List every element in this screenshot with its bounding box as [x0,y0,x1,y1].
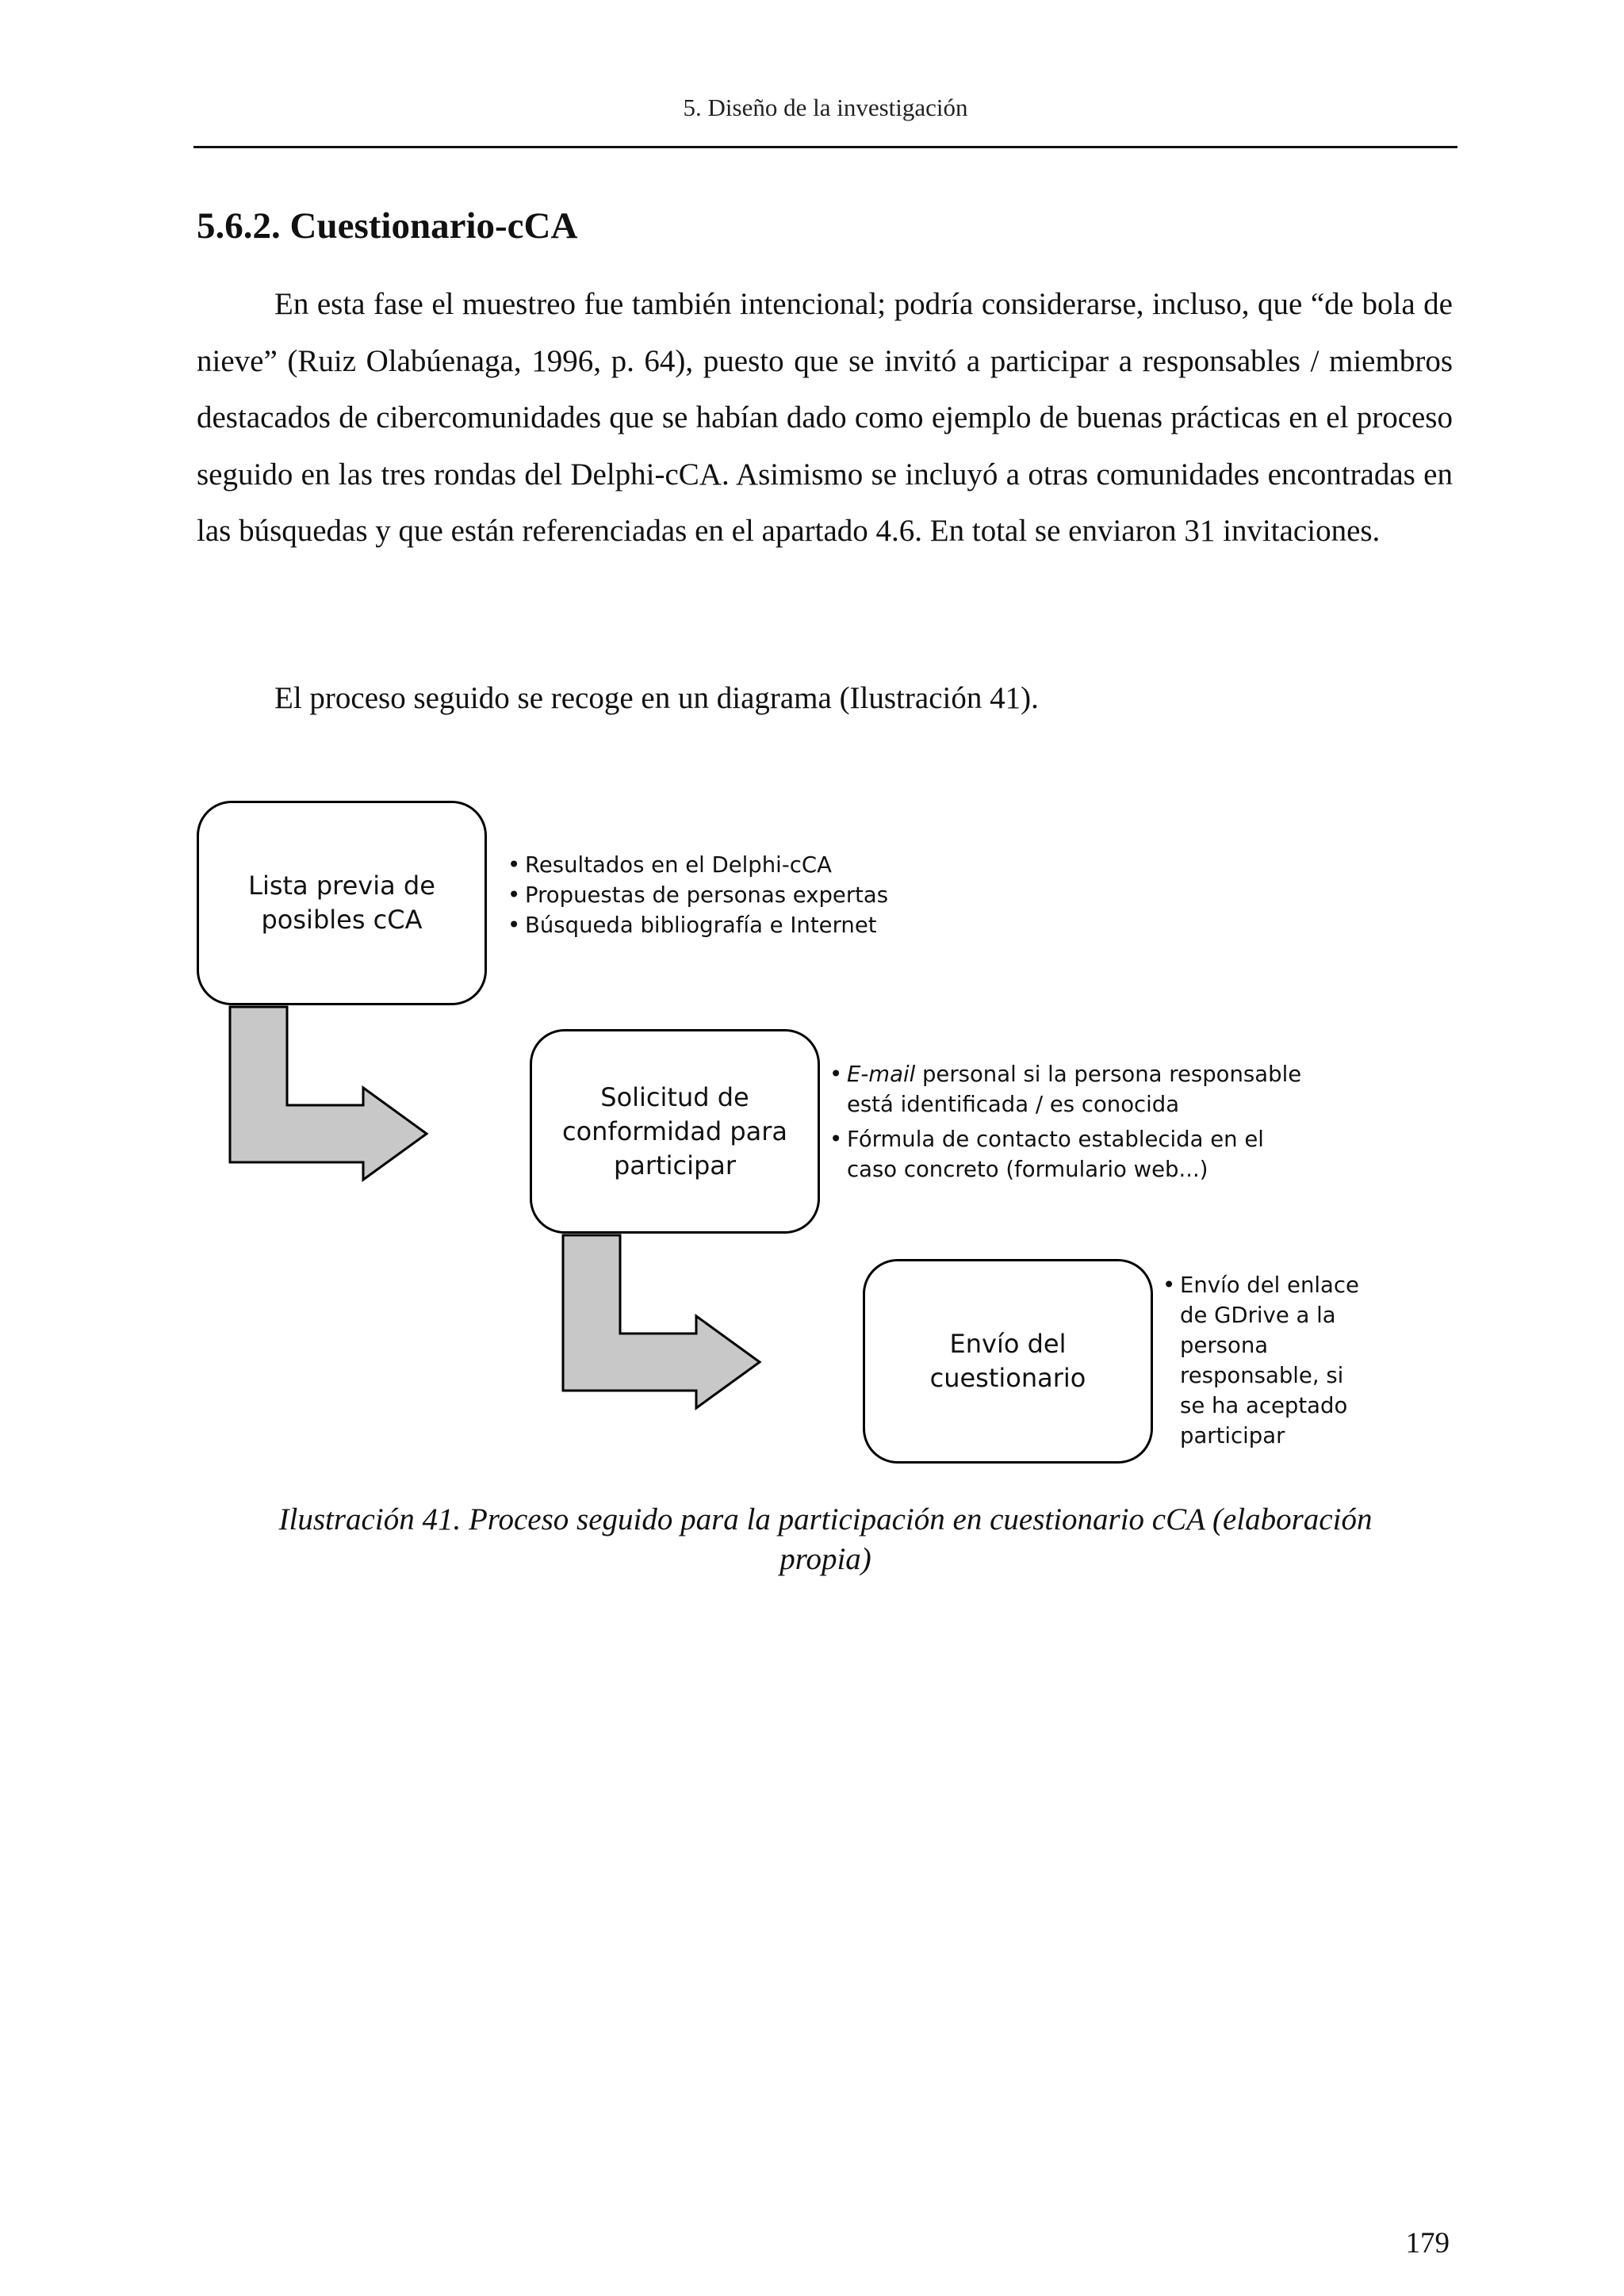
step-3-bullet [1162,1270,1400,1451]
caption-line-2: propia) [779,1542,871,1576]
step-2-bullet-2-line-2: caso concreto (formulario web...) [847,1157,1208,1182]
caption-line-1: Ilustración 41. Proceso seguido para la participación en cuestionario cCA (elaboración [278,1502,1373,1536]
figure-caption [193,1500,1457,1579]
step-2-bullet-1-line-2: está identificada / es conocida [847,1092,1180,1117]
step-1-bullet: • Resultados en el Delphi-cCA [508,850,952,880]
header-rule [193,146,1457,148]
step-3-bullet-line: responsable, si [1180,1363,1344,1388]
step-3-bullet-line: participar [1180,1423,1285,1448]
step-2-bullet [829,1059,1337,1119]
step-box-solicitud [530,1029,820,1234]
email-term: E-mail [847,1062,916,1087]
running-header: 5. Diseño de la investigación [683,94,968,121]
step-2-label-line-3: participar [613,1150,737,1181]
step-3-bullet-line: se ha aceptado [1180,1393,1348,1418]
step-2-label-line-1: Solicitud de [600,1081,749,1112]
step-3-bullet-list [1162,1270,1400,1451]
step-box-lista-previa [197,801,487,1005]
step-2-bullet-2-line-1: Fórmula de contacto establecida en el [847,1127,1264,1152]
body-paragraph-2: El proceso seguido se recoge en un diagrama (Ilustración 41). [274,681,1039,715]
step-2-label-line-2: conformidad para [561,1115,788,1146]
bent-arrow-1 [230,1007,427,1180]
step-3-bullet-line: Envío del enlace [1180,1272,1359,1298]
step-3-label-line-1: Envío del [949,1329,1067,1359]
step-3-label-line-2: cuestionario [929,1363,1086,1393]
page-number: 179 [1405,2227,1450,2260]
body-paragraph-1: En esta fase el muestreo fue también intencional; podría considerarse, incluso, que “de bola de nieve” (Ruiz Olabúenaga, 1996, p. 64), puesto que se invitó a participar a responsables / miembros destacados de cibercomunidades que se habían dado como ejemplo de buenas prácticas en el proceso seguido en las tres rondas del Delphi-cCA. Asimismo se incluyó a otras comunidades encontradas en las búsquedas y que están referenciadas en el apartado 4.6. En total se enviaron 31 invitaciones. [197,287,1453,548]
step-3-bullet-line: persona [1180,1333,1269,1358]
bent-arrow-2 [563,1235,760,1408]
step-2-bullet [829,1124,1337,1184]
section-heading: 5.6.2. Cuestionario-cCA [197,205,578,247]
step-box-envio [863,1259,1153,1464]
step-2-bullet-1-text: personal si la persona responsable [915,1062,1302,1087]
step-1-bullet-list [508,850,952,940]
step-1-bullet: • Propuestas de personas expertas [508,880,952,910]
step-1-bullet: • Búsqueda bibliografía e Internet [508,910,952,940]
step-3-bullet-line: de GDrive a la [1180,1303,1336,1328]
step-1-label-line-1: Lista previa de [248,871,435,901]
step-1-label-line-2: posibles cCA [261,905,423,935]
step-2-bullet-list [829,1059,1337,1184]
